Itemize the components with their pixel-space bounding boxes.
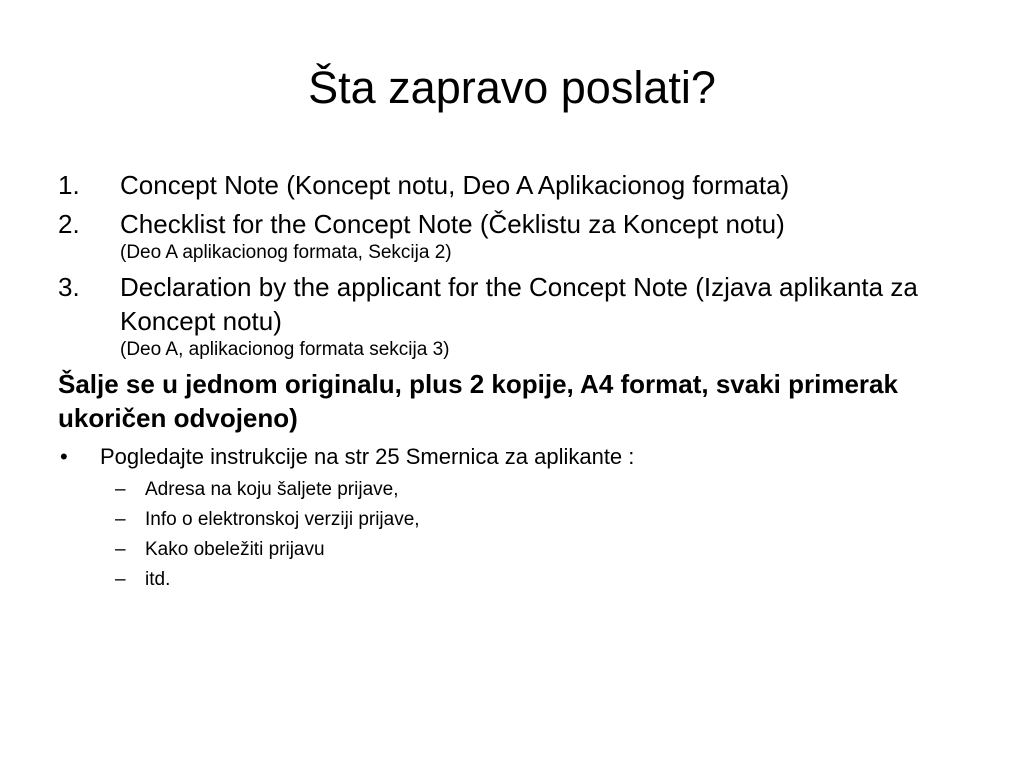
bullet-icon: • [60,444,68,469]
sub-item-text: Kako obeležiti prijavu [145,539,325,560]
bullet-item [58,441,978,473]
dash-icon: – [115,509,126,530]
numbered-item-3 [58,270,978,362]
item-text: Declaration by the applicant for the Concept Note (Izjava aplikanta za Koncept notu) [120,272,918,336]
numbered-item-1 [58,168,978,202]
shipping-note: Šalje se u jednom originalu, plus 2 kopije, A4 format, svaki primerak ukoričen odvojeno) [58,369,898,433]
dash-icon: – [115,539,126,560]
sub-item-etc [58,565,978,595]
item-text: Checklist for the Concept Note (Čeklistu za Koncept notu) [120,209,785,239]
numbered-item-2 [58,207,978,265]
sub-item-electronic-info [58,505,978,535]
dash-icon: – [115,569,126,590]
item-number: 2. [58,209,80,239]
sub-item-text: Info o elektronskoj verziji prijave, [145,509,420,530]
sub-item-text: itd. [145,569,171,590]
sub-item-address [58,475,978,505]
sub-item-text: Adresa na koju šaljete prijave, [145,479,399,500]
dash-icon: – [115,479,126,500]
item-number: 1. [58,170,80,200]
item-text: Concept Note (Koncept notu, Deo A Aplikacionog formata) [120,170,790,200]
item-subtext: (Deo A, aplikacionog formata sekcija 3) [120,339,450,360]
item-subtext: (Deo A aplikacionog formata, Sekcija 2) [120,242,452,263]
item-number: 3. [58,272,80,302]
sub-item-labeling [58,535,978,565]
slide-title: Šta zapravo poslati? [308,62,716,113]
bullet-text: Pogledajte instrukcije na str 25 Smernica za aplikante : [100,444,635,469]
slide-body [58,168,978,595]
